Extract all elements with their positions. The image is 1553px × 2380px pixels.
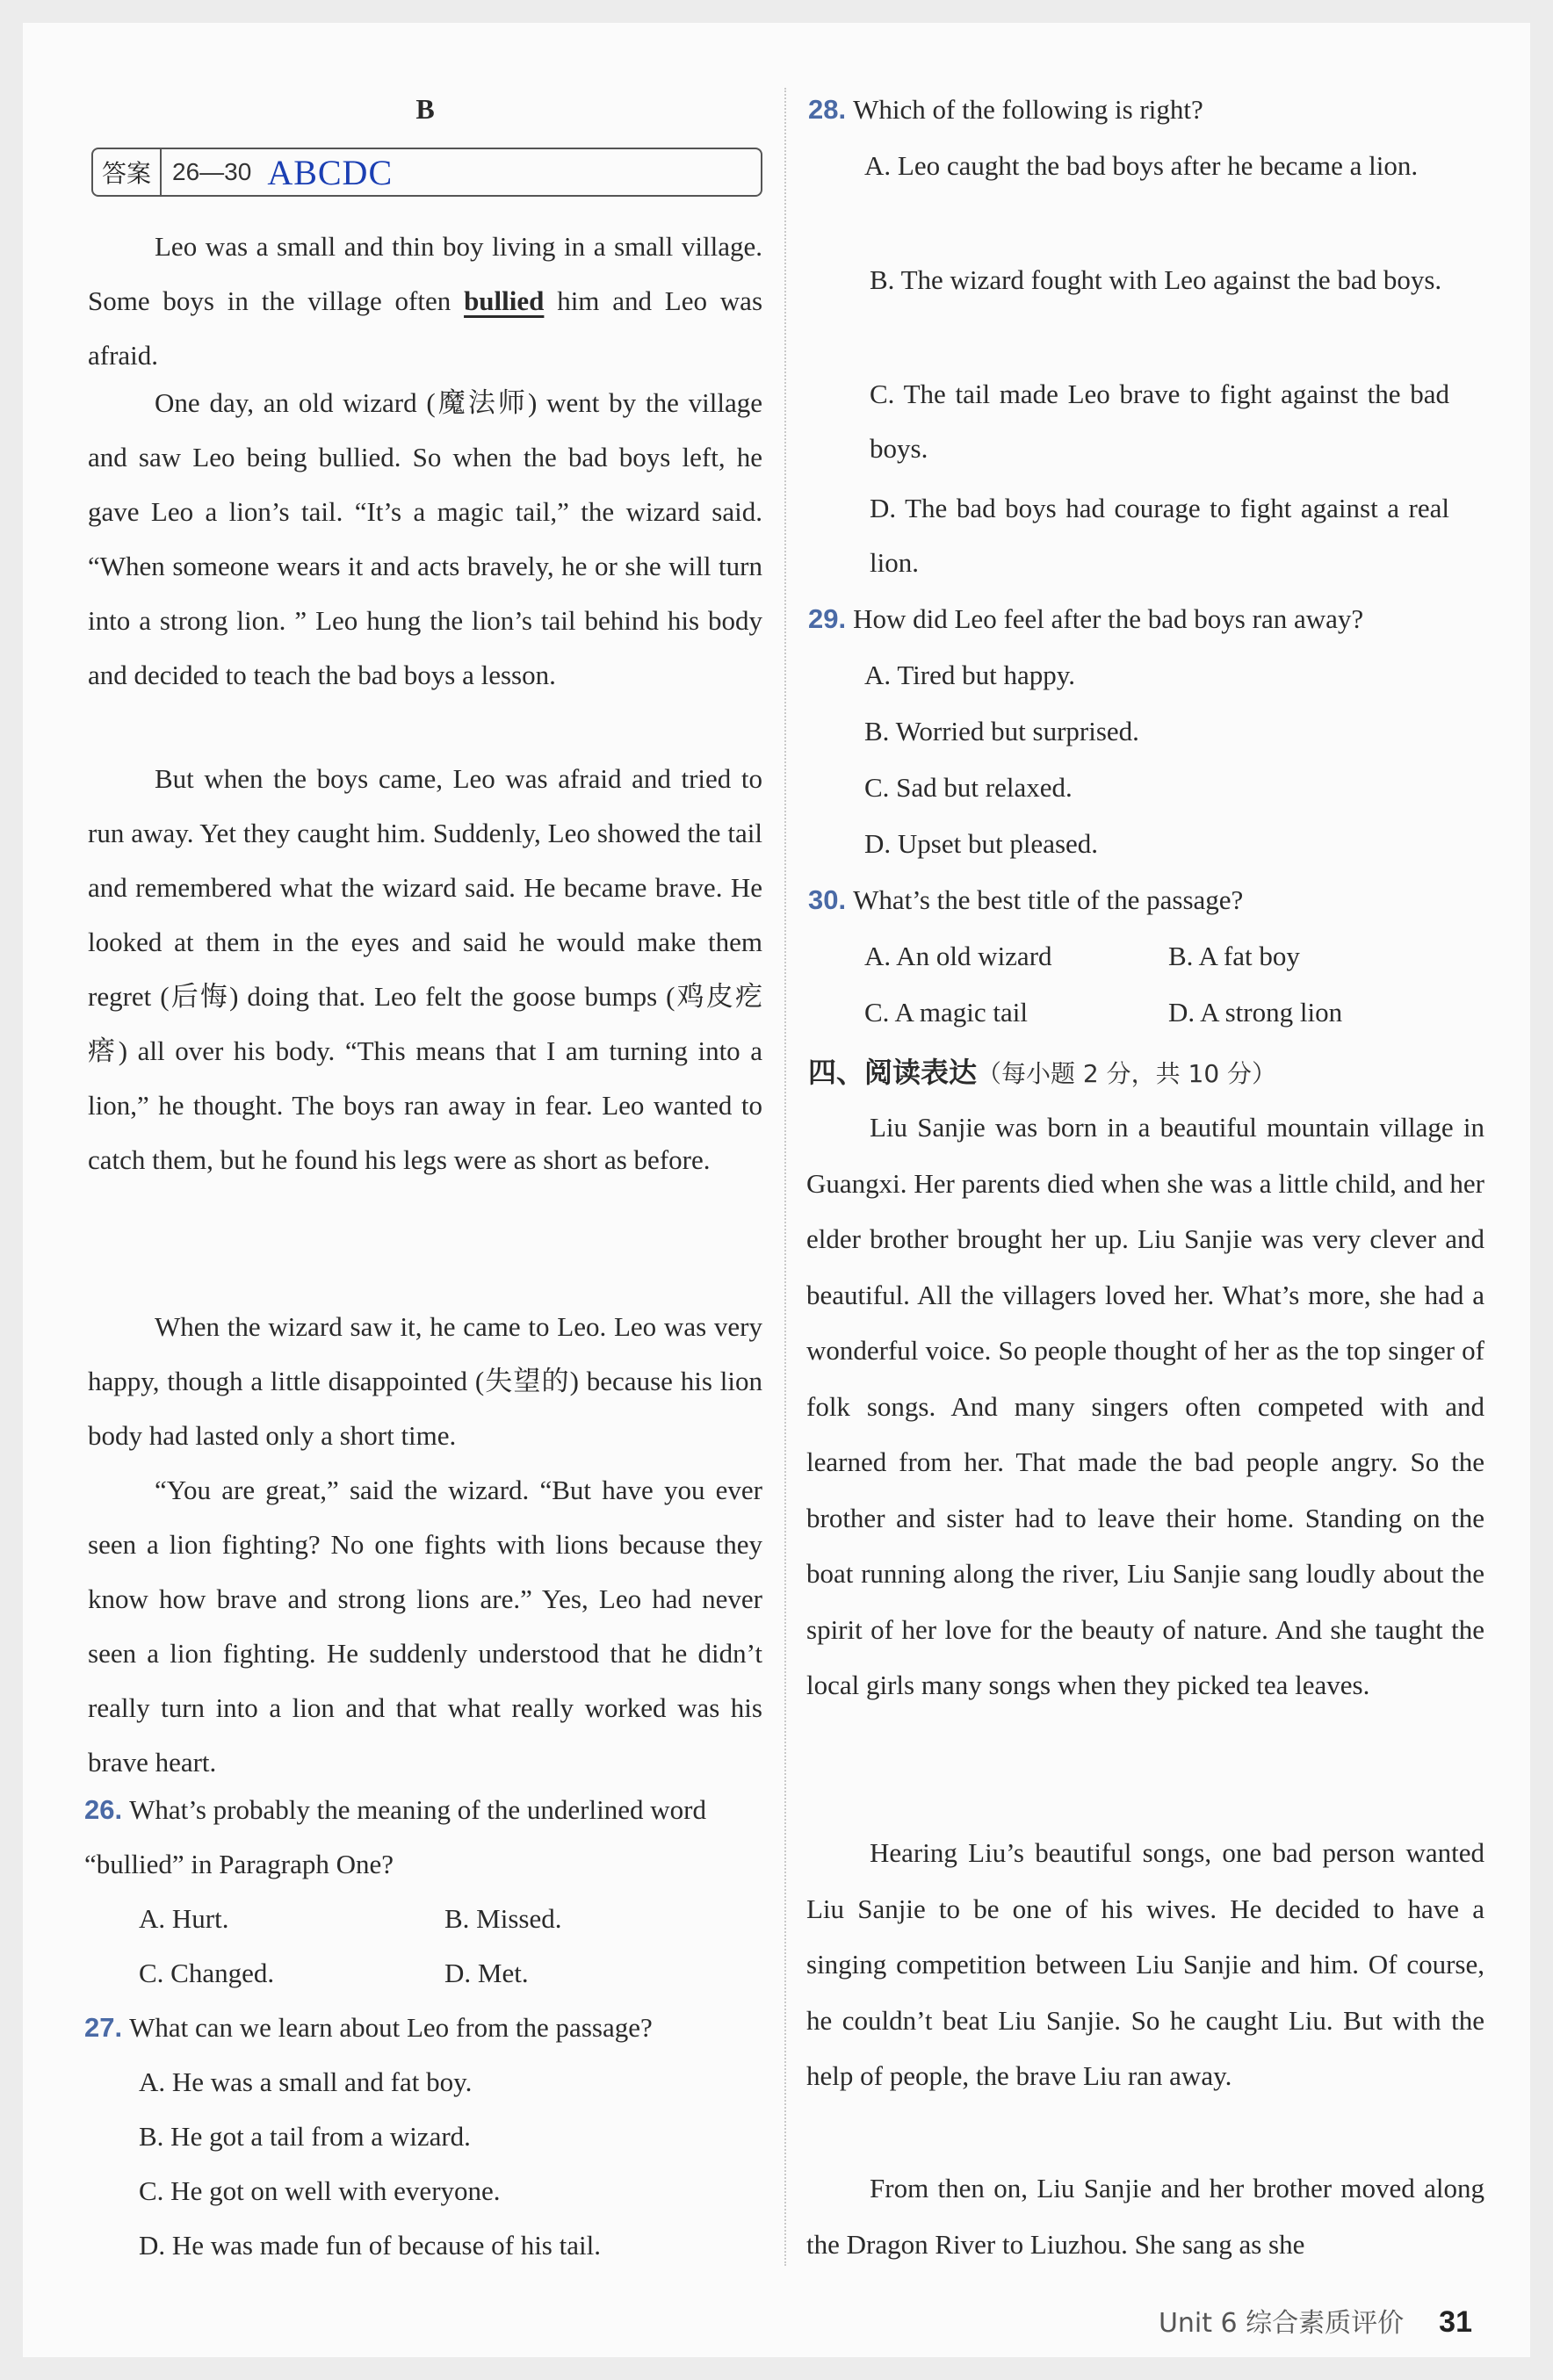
q28-option-a: A. Leo caught the bad boys after he became a lion. xyxy=(864,150,1419,181)
q26-option-a: A. Hurt. xyxy=(139,1903,229,1934)
q26-option-c: C. Changed. xyxy=(139,1958,275,1988)
underlined-word: bullied xyxy=(464,285,545,316)
question-text: Which of the following is right? xyxy=(853,94,1203,125)
section-b-heading: B xyxy=(415,93,435,125)
q30-option-a: A. An old wizard xyxy=(864,941,1052,971)
q30-option-d: D. A strong lion xyxy=(1168,997,1343,1028)
passage2-paragraph-2: Hearing Liu’s beautiful songs, one bad person wanted Liu Sanjie to be one of his wives. He decided to have a singing competition between Liu Sanjie and him. Of course, he couldn’t beat Liu Sanjie. So he caught Liu. But with the help of people, the brave Liu ran away. xyxy=(806,1837,1484,2091)
p1-text-a: Leo was a small and thin boy living in a small village. Some boys in the village often xyxy=(88,231,762,316)
q27-option-b: B. He got a tail from a wizard. xyxy=(139,2121,471,2152)
q29-option-c: C. Sad but relaxed. xyxy=(864,772,1073,803)
q27-option-d: D. He was made fun of because of his tail. xyxy=(139,2230,601,2261)
q29-option-d: D. Upset but pleased. xyxy=(864,828,1099,859)
question-27 xyxy=(84,2001,762,2055)
question-26 xyxy=(84,1783,762,1892)
question-28 xyxy=(808,83,1484,137)
q26-option-b: B. Missed. xyxy=(444,1903,562,1934)
question-number: 29. xyxy=(808,603,847,634)
q28-option-b: B. The wizard fought with Leo against the bad boys. xyxy=(870,264,1442,295)
q30-option-b: B. A fat boy xyxy=(1168,941,1300,971)
question-30 xyxy=(808,873,1484,927)
passage-paragraph-3: But when the boys came, Leo was afraid and tried to run away. Yet they caught him. Suddenly, Leo showed the tail and remembered what the wizard said. He became brave. He looked at them in the eyes and said he would make them regret (后悔) doing that. Leo felt the goose bumps (鸡皮疙瘩) all over his body. “This means that I am turning into a lion,” he thought. The boys ran away in fear. Leo wanted to catch them, but he found his legs were as short as before. xyxy=(88,763,762,1175)
section-4-title: 四、阅读表达 xyxy=(808,1056,978,1089)
passage-paragraph-4: When the wizard saw it, he came to Leo. Leo was very happy, though a little disappointed (失望的) because his lion body had lasted only a short time. xyxy=(88,1311,762,1451)
question-text: What can we learn about Leo from the passage? xyxy=(129,2012,653,2043)
question-text: What’s probably the meaning of the underlined word “bullied” in Paragraph One? xyxy=(84,1794,706,1879)
question-number: 27. xyxy=(84,2012,123,2043)
q28-option-c: C. The tail made Leo brave to fight against the bad boys. xyxy=(870,379,1449,464)
answer-label: 答案 xyxy=(93,149,162,195)
q26-option-d: D. Met. xyxy=(444,1958,529,1988)
passage2-paragraph-1: Liu Sanjie was born in a beautiful mountain village in Guangxi. Her parents died when she was a little child, and her elder brother brought her up. Liu Sanjie was very clever and beautiful. All the villagers loved her. What’s more, she had a wonderful voice. So people thought of her as the top singer of folk songs. And many singers often competed with and learned from her. That made the bad people angry. So the brother and sister had to leave their home. Standing on the boat running along the river, Liu Sanjie sang loudly about the spirit of her love for the beauty of nature. And she taught the local girls many songs when they picked tea leaves. xyxy=(806,1112,1484,1700)
answer-box xyxy=(91,148,762,197)
section-4-heading xyxy=(808,1045,1276,1101)
q30-option-c: C. A magic tail xyxy=(864,997,1028,1028)
q29-option-a: A. Tired but happy. xyxy=(864,660,1075,690)
answer-value: ABCDC xyxy=(267,152,394,192)
q29-option-b: B. Worried but surprised. xyxy=(864,716,1139,746)
section-4-note: （每小题 2 分，共 10 分） xyxy=(977,1059,1277,1088)
unit-label: Unit 6 综合素质评价 xyxy=(1158,2308,1405,2339)
q27-option-c: C. He got on well with everyone. xyxy=(139,2175,501,2206)
passage-paragraph-5: “You are great,” said the wizard. “But have you ever seen a lion fighting? No one fights with lions because they know how brave and strong lions are.” Yes, Leo had never seen a lion fighting. He suddenly understood that he didn’t really turn into a lion and that what really worked was his brave heart. xyxy=(88,1475,762,1778)
q28-option-d: D. The bad boys had courage to fight against a real lion. xyxy=(870,493,1449,578)
p1-text-b: him and Leo was afraid. xyxy=(88,285,763,371)
question-number: 30. xyxy=(808,884,847,915)
passage-paragraph-2: One day, an old wizard (魔法师) went by the village and saw Leo being bullied. So when the bad boys left, he gave Leo a lion’s tail. “It’s a magic tail,” the wizard said. “When someone wears it and acts bravely, he or she will turn into a strong lion. ” Leo hung the lion’s tail behind his body and decided to teach the bad boys a lesson. xyxy=(88,387,762,690)
passage-paragraph-1 xyxy=(88,220,762,383)
question-29 xyxy=(808,592,1484,646)
question-number: 28. xyxy=(808,94,847,125)
question-number: 26. xyxy=(84,1794,123,1825)
q27-option-a: A. He was a small and fat boy. xyxy=(139,2066,473,2097)
column-divider xyxy=(784,88,786,2266)
passage2-paragraph-3: From then on, Liu Sanjie and her brother moved along the Dragon River to Liuzhou. She sang as she xyxy=(806,2173,1484,2260)
question-text: What’s the best title of the passage? xyxy=(853,884,1244,915)
page-footer xyxy=(1159,2301,1472,2340)
question-text: How did Leo feel after the bad boys ran away? xyxy=(853,603,1364,634)
answer-range: 26—30 xyxy=(172,158,252,185)
page-number: 31 xyxy=(1439,2305,1472,2339)
